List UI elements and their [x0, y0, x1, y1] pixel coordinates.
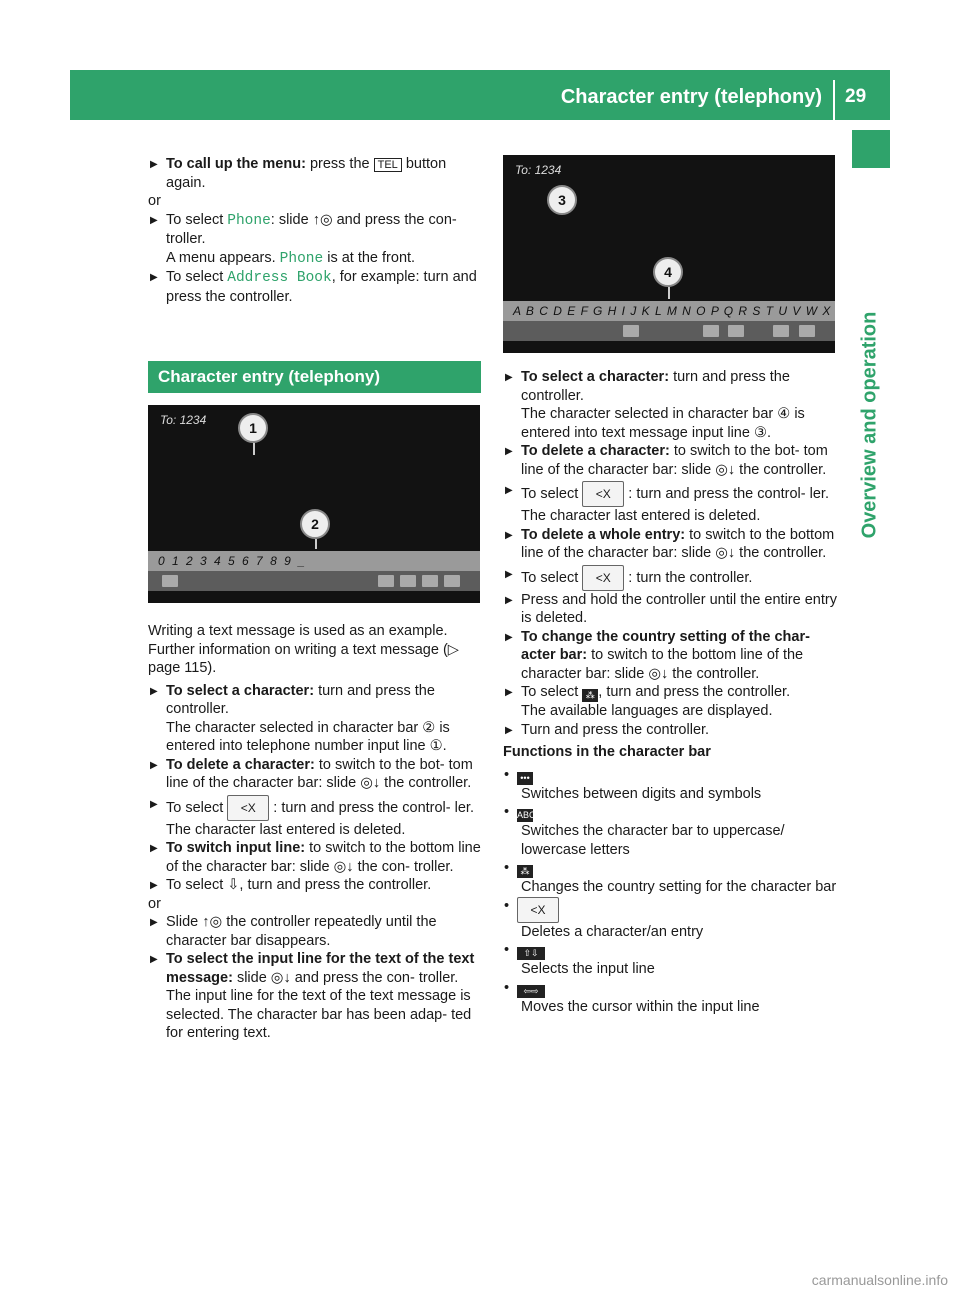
callout-1: 1 — [238, 413, 268, 443]
abc-icon: ABC — [517, 810, 536, 820]
header-separator — [833, 80, 835, 120]
function-bar — [503, 321, 835, 341]
func-icon — [703, 325, 719, 337]
footer-watermark: carmanualsonline.info — [811, 1272, 948, 1288]
func-icon — [422, 575, 438, 587]
telephony-screen-2 — [503, 155, 835, 353]
dots-icon: ••• — [517, 772, 533, 785]
side-tab-box — [852, 130, 890, 168]
delete-icon: <X — [582, 481, 624, 507]
delete-icon: <X — [227, 795, 269, 821]
left-right-arrows-icon: ⇦⇨ — [517, 985, 545, 998]
func-icon — [378, 575, 394, 587]
left-top-text: ▶ To call up the menu: press the TEL button again. or ▶ To select Phone: slide ↑◎ and press the con- troller. A menu appears. Phone is at the front. ▶ To select Address Book, for example: turn and press the controller. — [148, 155, 483, 306]
character-bar: 0 1 2 3 4 5 6 7 8 9 _ — [148, 551, 480, 571]
header-title: Character entry (telephony) — [560, 86, 822, 108]
to-number: To: 1234 — [515, 163, 562, 177]
up-down-arrows-icon: ⇧⇩ — [517, 947, 545, 960]
side-label: Overview and operation — [858, 311, 881, 539]
func-icon — [400, 575, 416, 587]
func-icon — [162, 575, 178, 587]
to-number: To: 1234 — [160, 413, 207, 427]
func-icon — [728, 325, 744, 337]
func-icon — [444, 575, 460, 587]
country-flag-icon: ⁂ — [582, 689, 598, 702]
left-body-text: Writing a text message is used as an example. Further information on writing a text message (▷ page 115). ▶ To select a character: turn and press the controller. The character selected in character bar ② is entered into telephone number input line ①. ▶ To delete a character: to switch to the bot- tom line of the character bar: slide ◎↓ the controller. ▶ To select <X : turn and press the control- ler. The character last entered is deleted. ▶ To switch input line: to switch to the bottom line of the character bar: slide ◎↓ the con- troller. ▶ To select ⇩, turn and press the controller. or ▶ Slide ↑◎ the controller repeatedly until the character bar disappears. ▶ To select the input line for the text of the text message: slide ◎↓ and press the con- troller. The input line for the text of the text message is selected. The character bar has been adap- ted for entering text. — [148, 622, 483, 1043]
country-flag-icon: ⁂ — [517, 865, 533, 878]
callout-4-line — [668, 287, 670, 299]
right-body-text: ▶ To select a character: turn and press the controller. The character selected in character bar ④ is entered into text message input line ③. ▶ To delete a character: to switch to the bot- tom line of the character bar: slide ◎↓ the controller. ▶ To select <X : turn and press the control- ler. The character last entered is deleted. ▶ To delete a whole entry: to switch to the bottom line of the character bar: slide ◎↓ the controller. ▶ To select <X : turn the controller. ▶ Press and hold the controller until the entire entry is deleted. ▶ To change the country setting of the char- acter bar: to switch to the bottom line of the character bar: slide ◎↓ the controller. ▶ To select ⁂ , turn and press the controller. The available languages are displayed. ▶ Turn and press the controller. Functions in the character bar • ••• Switches between digits and symbols • ABC Switches the character bar to uppercase/ lowercase letters • ⁂ Changes the country setting for the character bar • <X Deletes a character/an entry • ⇧⇩ Selects the input line • ⇦⇨ Moves the cursor within the input line — [503, 368, 838, 1016]
callout-3: 3 — [547, 185, 577, 215]
section-title: Character entry (telephony) — [148, 361, 481, 393]
callout-2-line — [315, 539, 317, 549]
page-number: 29 — [845, 86, 867, 107]
character-bar: A B C D E F G H I J K L M N O P Q R S T U V W X — [503, 301, 835, 321]
telephony-screen-1 — [148, 405, 480, 603]
func-icon — [773, 325, 789, 337]
callout-4: 4 — [653, 257, 683, 287]
func-icon — [799, 325, 815, 337]
callout-1-line — [253, 443, 255, 455]
callout-2: 2 — [300, 509, 330, 539]
func-icon — [623, 325, 639, 337]
function-bar — [148, 571, 480, 591]
delete-icon: <X — [582, 565, 624, 591]
tel-key-icon: TEL — [374, 158, 402, 172]
delete-icon: <X — [517, 897, 559, 923]
